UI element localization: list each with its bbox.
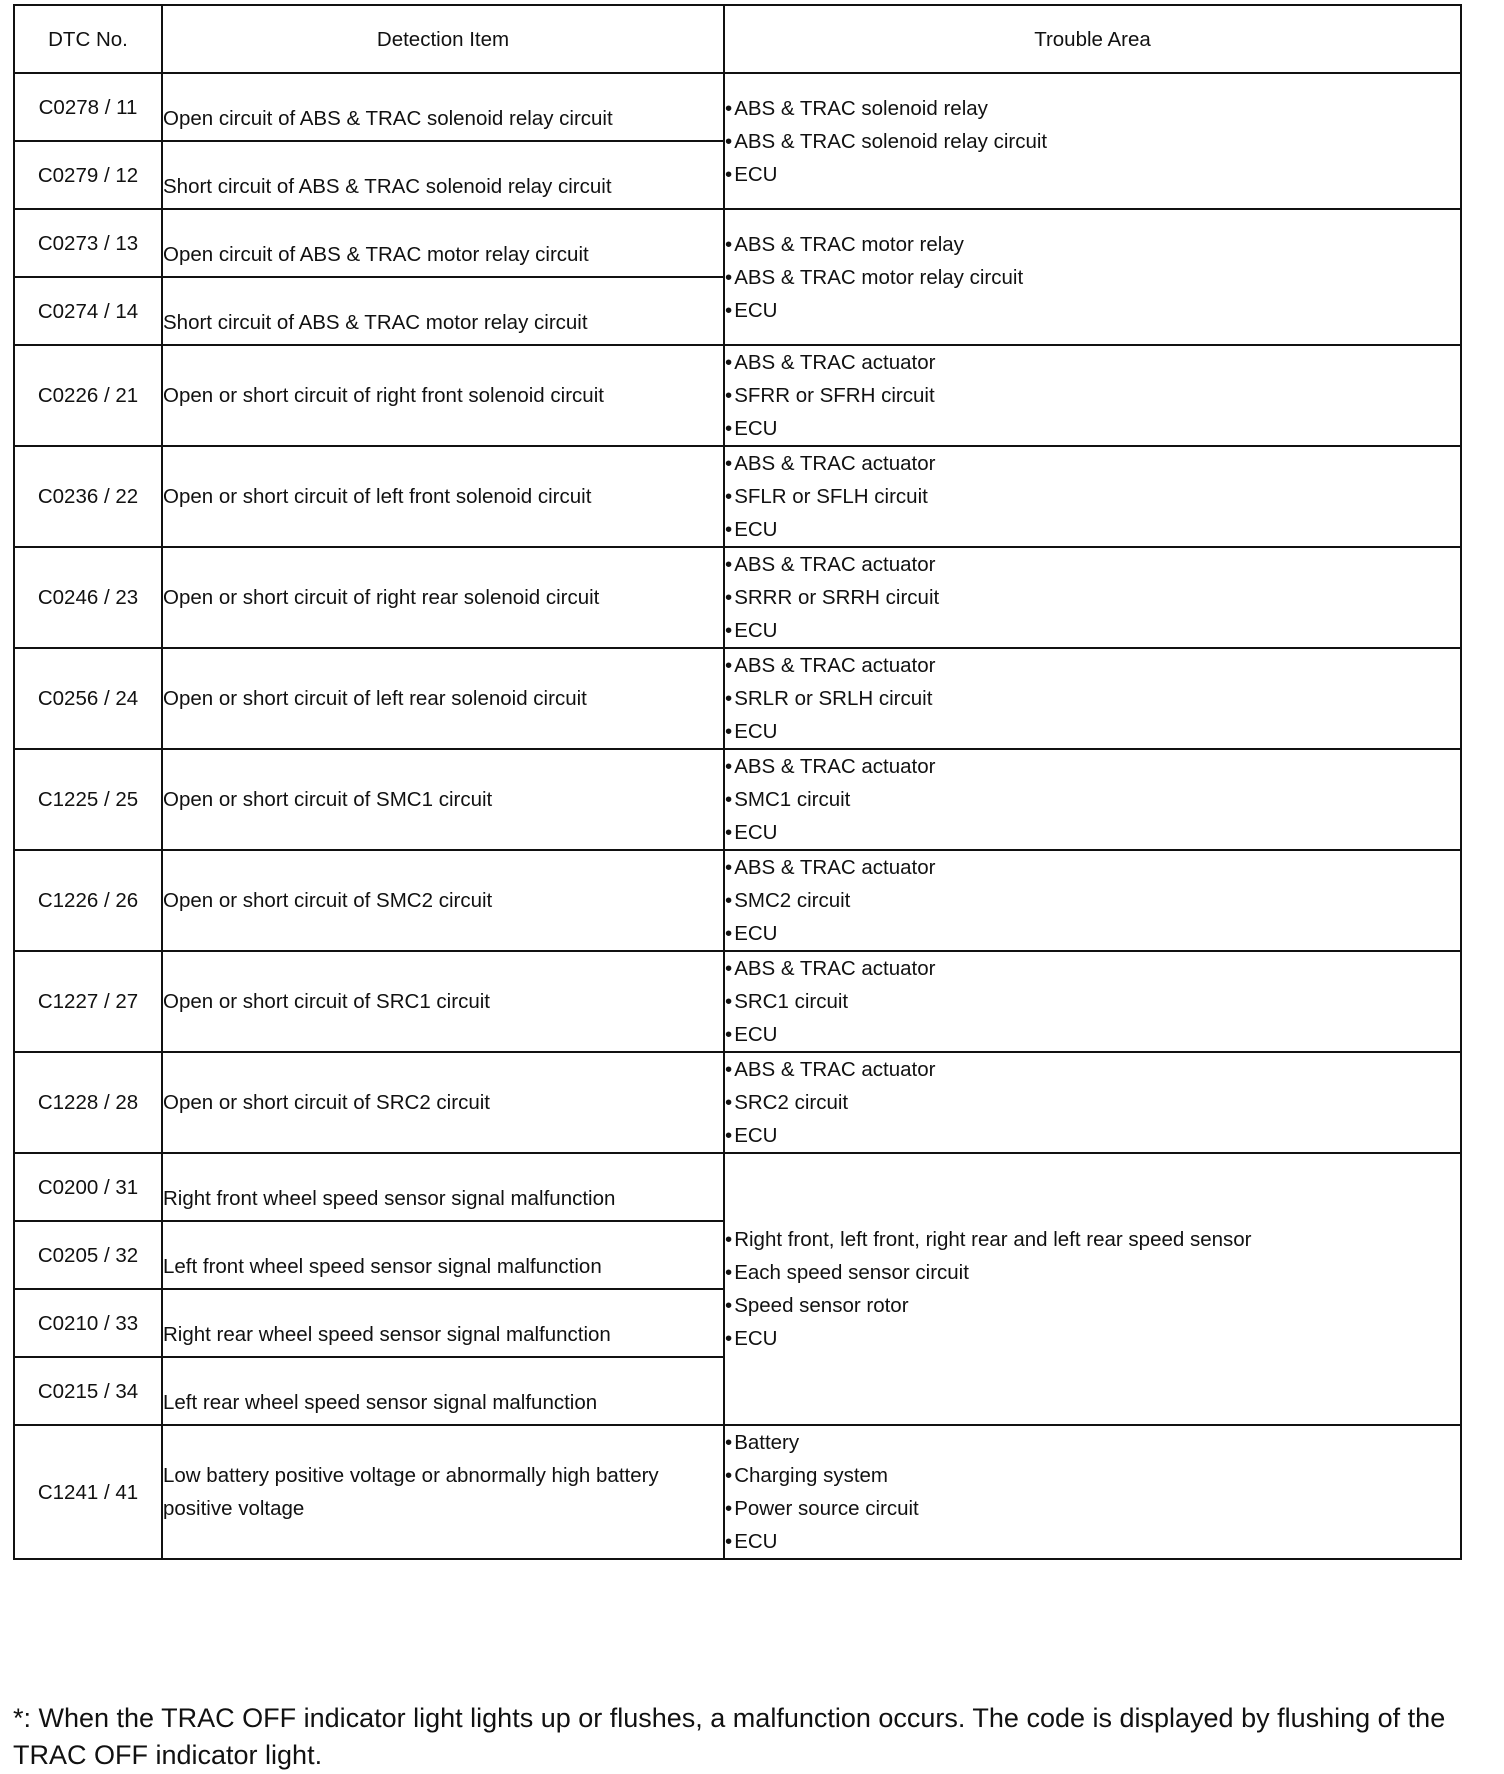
dtc-code: C1228 / 28 (14, 1052, 162, 1153)
trouble-area-item: • ECU (725, 1322, 1460, 1355)
detection-item: Open or short circuit of right front solenoid circuit (162, 345, 724, 446)
detection-item: Right rear wheel speed sensor signal malfunction (162, 1289, 724, 1357)
footnote: *: When the TRAC OFF indicator light lights up or flushes, a malfunction occurs. The code is displayed by flushing of the TRAC OFF indicator light. (13, 1703, 1446, 1770)
table-row (14, 749, 1461, 850)
table-row (14, 850, 1461, 951)
detection-item: Open or short circuit of SMC1 circuit (162, 749, 724, 850)
table-row (14, 345, 1461, 446)
detection-item: Left front wheel speed sensor signal malfunction (162, 1221, 724, 1289)
trouble-area (724, 1052, 1461, 1153)
dtc-code: C0279 / 12 (14, 141, 162, 209)
table-row (14, 446, 1461, 547)
detection-item: Right front wheel speed sensor signal malfunction (162, 1153, 724, 1221)
trouble-area-item: • ECU (725, 1119, 1460, 1152)
detection-item: Open or short circuit of SRC2 circuit (162, 1052, 724, 1153)
trouble-area (724, 1425, 1461, 1559)
header-trouble-area: Trouble Area (724, 5, 1461, 73)
trouble-area-item: • ABS & TRAC solenoid relay (725, 92, 1460, 125)
trouble-area (724, 648, 1461, 749)
trouble-area-item: • Each speed sensor circuit (725, 1256, 1460, 1289)
dtc-code: C0274 / 14 (14, 277, 162, 345)
detection-item: Open or short circuit of SMC2 circuit (162, 850, 724, 951)
trouble-area-item: • ECU (725, 1525, 1460, 1558)
table-row (14, 209, 1461, 277)
trouble-area-item: • Battery (725, 1426, 1460, 1459)
trouble-area-item: • ABS & TRAC actuator (725, 952, 1460, 985)
dtc-code: C0205 / 32 (14, 1221, 162, 1289)
trouble-area-item: • ABS & TRAC motor relay (725, 228, 1460, 261)
trouble-area-item: • ECU (725, 513, 1460, 546)
trouble-area-item: • ECU (725, 715, 1460, 748)
trouble-area-item: • Speed sensor rotor (725, 1289, 1460, 1322)
table-row (14, 1153, 1461, 1221)
trouble-area-item: • ABS & TRAC actuator (725, 548, 1460, 581)
table-row (14, 648, 1461, 749)
detection-item: Open circuit of ABS & TRAC solenoid relay circuit (162, 73, 724, 141)
trouble-area-item: • Right front, left front, right rear and left rear speed sensor (725, 1223, 1460, 1256)
trouble-area-item: • ABS & TRAC solenoid relay circuit (725, 125, 1460, 158)
dtc-code: C0246 / 23 (14, 547, 162, 648)
detection-item: Open or short circuit of SRC1 circuit (162, 951, 724, 1052)
dtc-code: C0226 / 21 (14, 345, 162, 446)
trouble-area-item: • ECU (725, 614, 1460, 647)
detection-item: Open or short circuit of left front solenoid circuit (162, 446, 724, 547)
detection-item: Short circuit of ABS & TRAC solenoid relay circuit (162, 141, 724, 209)
trouble-area-item: • SFRR or SFRH circuit (725, 379, 1460, 412)
table-header-row (14, 5, 1461, 73)
trouble-area-item: • ECU (725, 412, 1460, 445)
trouble-area-item: • SMC2 circuit (725, 884, 1460, 917)
trouble-area-item: • ECU (725, 917, 1460, 950)
trouble-area (724, 749, 1461, 850)
dtc-table (13, 4, 1462, 1560)
detection-item: Left rear wheel speed sensor signal malfunction (162, 1357, 724, 1425)
table-row (14, 951, 1461, 1052)
trouble-area (724, 446, 1461, 547)
dtc-code: C0200 / 31 (14, 1153, 162, 1221)
dtc-code: C0273 / 13 (14, 209, 162, 277)
trouble-area-item: • ABS & TRAC actuator (725, 346, 1460, 379)
dtc-code: C1226 / 26 (14, 850, 162, 951)
trouble-area (724, 850, 1461, 951)
table-row (14, 547, 1461, 648)
trouble-area (724, 547, 1461, 648)
trouble-area (724, 73, 1461, 209)
trouble-area-item: • SFLR or SFLH circuit (725, 480, 1460, 513)
trouble-area (724, 209, 1461, 345)
dtc-code: C1227 / 27 (14, 951, 162, 1052)
detection-item: Low battery positive voltage or abnormally high battery positive voltage (162, 1425, 724, 1559)
trouble-area-item: • SRRR or SRRH circuit (725, 581, 1460, 614)
trouble-area-item: • SRLR or SRLH circuit (725, 682, 1460, 715)
trouble-area-item: • ABS & TRAC actuator (725, 447, 1460, 480)
trouble-area (724, 345, 1461, 446)
trouble-area-item: • ECU (725, 158, 1460, 191)
trouble-area-item: • ABS & TRAC actuator (725, 851, 1460, 884)
dtc-code: C0210 / 33 (14, 1289, 162, 1357)
trouble-area-item: • ABS & TRAC actuator (725, 649, 1460, 682)
trouble-area-item: • ABS & TRAC motor relay circuit (725, 261, 1460, 294)
trouble-area-item: • SRC2 circuit (725, 1086, 1460, 1119)
table-row (14, 1052, 1461, 1153)
detection-item: Open or short circuit of right rear solenoid circuit (162, 547, 724, 648)
trouble-area-item: • ECU (725, 1018, 1460, 1051)
trouble-area-item: • Charging system (725, 1459, 1460, 1492)
trouble-area-item: • ABS & TRAC actuator (725, 1053, 1460, 1086)
detection-item: Open or short circuit of left rear solenoid circuit (162, 648, 724, 749)
dtc-code: C0215 / 34 (14, 1357, 162, 1425)
trouble-area-item: • ECU (725, 816, 1460, 849)
table-row (14, 1425, 1461, 1559)
table-row (14, 73, 1461, 141)
dtc-code: C1241 / 41 (14, 1425, 162, 1559)
trouble-area-item: • Power source circuit (725, 1492, 1460, 1525)
dtc-code: C0236 / 22 (14, 446, 162, 547)
header-detection-item: Detection Item (162, 5, 724, 73)
dtc-code: C1225 / 25 (14, 749, 162, 850)
trouble-area (724, 951, 1461, 1052)
trouble-area (724, 1153, 1461, 1425)
trouble-area-item: • SRC1 circuit (725, 985, 1460, 1018)
trouble-area-item: • ECU (725, 294, 1460, 327)
trouble-area-item: • ABS & TRAC actuator (725, 750, 1460, 783)
detection-item: Open circuit of ABS & TRAC motor relay circuit (162, 209, 724, 277)
header-dtc-no: DTC No. (14, 5, 162, 73)
trouble-area-item: • SMC1 circuit (725, 783, 1460, 816)
dtc-code: C0256 / 24 (14, 648, 162, 749)
detection-item: Short circuit of ABS & TRAC motor relay circuit (162, 277, 724, 345)
dtc-code: C0278 / 11 (14, 73, 162, 141)
